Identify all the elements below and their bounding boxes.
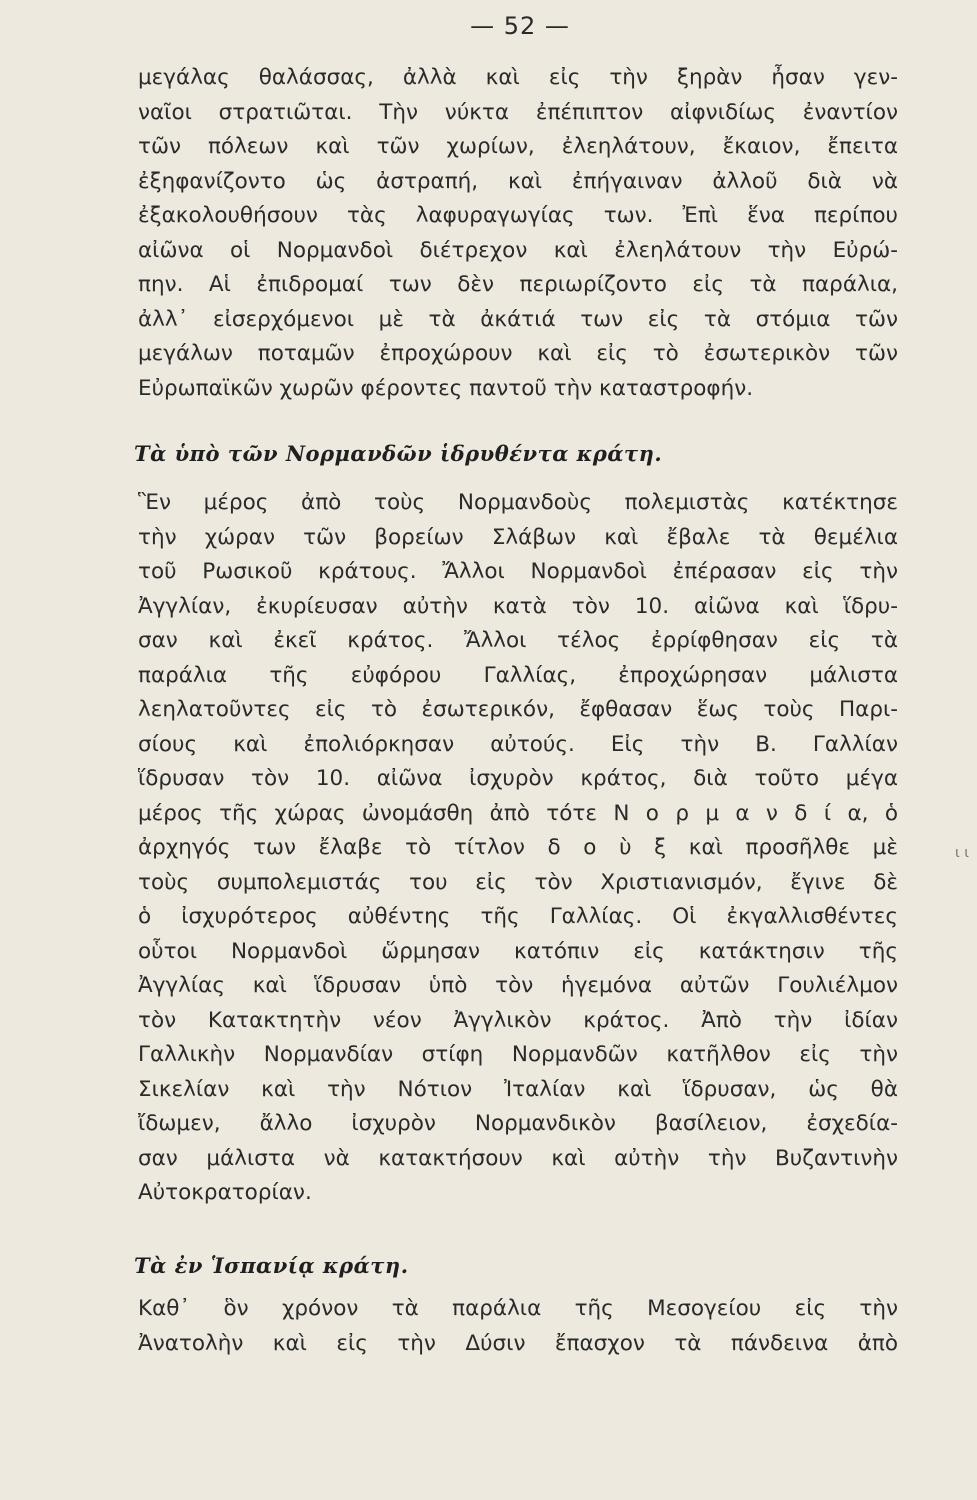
text-line: Ἓν μέρος ἀπὸ τοὺς Νορμανδοὺς πολεμιστὰς κατέκτησε	[138, 490, 898, 515]
text-line: ἵδρυσαν τὸν 10. αἰῶνα ἰσχυρὸν κράτος, διὰ τοῦτο μέγα	[138, 766, 898, 791]
text-line: λεηλατοῦντες εἰς τὸ ἐσωτερικόν, ἔφθασαν ἕως τοὺς Παρι-	[138, 697, 898, 722]
text-line: Ἀγγλίας καὶ ἵδρυσαν ὑπὸ τὸν ἡγεμόνα αὐτῶν Γουλιέλμον	[138, 973, 898, 998]
text-line: τὴν χώραν τῶν βορείων Σλάβων καὶ ἔβαλε τὰ θεμέλια	[138, 524, 898, 550]
text-line: πην. Αἱ ἐπιδρομαί των δὲν περιωρίζοντο εἰς τὰ παράλια,	[138, 272, 898, 297]
text-line: ἐξηφανίζοντο ὡς ἀστραπή, καὶ ἐπήγαιναν ἀλλοῦ διὰ νὰ	[138, 168, 898, 194]
text-line: ἀρχηγός των ἔλαβε τὸ τίτλον δ ο ὺ ξ καὶ προσῆλθε μὲ	[138, 835, 898, 860]
text-line: σαν μάλιστα νὰ κατακτήσουν καὶ αὐτὴν τὴν Βυζαντινὴν	[138, 1145, 898, 1171]
text-line: τοῦ Ρωσικοῦ κράτους. Ἄλλοι Νορμανδοὶ ἐπέρασαν εἰς τὴν	[138, 559, 898, 584]
text-line: τοὺς συμπολεμιστάς του εἰς τὸν Χριστιανισμόν, ἔγινε δὲ	[138, 869, 898, 895]
text-line: Αὐτοκρατορίαν.	[138, 1180, 312, 1205]
text-line: Σικελίαν καὶ τὴν Νότιον Ἰταλίαν καὶ ἵδρυσαν, ὡς θὰ	[138, 1076, 898, 1102]
section-2-body	[138, 1292, 898, 1361]
section-heading-normans: Τὰ ὑπὸ τῶν Νορμανδῶν ἱδρυθέντα κράτη.	[134, 441, 663, 466]
text-line: Ἀγγλίαν, ἐκυρίευσαν αὐτὴν κατὰ τὸν 10. αἰῶνα καὶ ἵδρυ-	[138, 593, 898, 619]
text-line: ἀλλ᾽ εἰσερχόμενοι μὲ τὰ ἀκάτιά των εἰς τὰ στόμια τῶν	[138, 306, 898, 332]
section-heading-spain: Τὰ ἐν Ἱσπανίᾳ κράτη.	[134, 1253, 409, 1278]
paragraph-1	[138, 61, 898, 406]
text-line: τῶν πόλεων καὶ τῶν χωρίων, ἐλεηλάτουν, ἔκαιον, ἔπειτα	[138, 134, 898, 159]
text-line: μέρος τῆς χώρας ὠνομάσθη ἀπὸ τότε Ν ο ρ μ α ν δ ί α, ὁ	[138, 800, 898, 826]
text-line: τὸν Κατακτητὴν νέον Ἀγγλικὸν κράτος. Ἀπὸ τὴν ἰδίαν	[138, 1007, 898, 1033]
text-line: σαν καὶ ἐκεῖ κράτος. Ἄλλοι τέλος ἐρρίφθησαν εἰς τὰ	[138, 628, 898, 653]
text-line: οὗτοι Νορμανδοὶ ὥρμησαν κατόπιν εἰς κατάκτησιν τῆς	[138, 938, 898, 964]
section-1-body	[138, 486, 898, 1211]
text-line: μεγάλων ποταμῶν ἐπροχώρουν καὶ εἰς τὸ ἐσωτερικὸν τῶν	[138, 341, 898, 366]
text-line: ὁ ἰσχυρότερος αὐθέντης τῆς Γαλλίας. Οἱ ἐκγαλλισθέντες	[138, 904, 898, 929]
text-line: ἐξακολουθήσουν τὰς λαφυραγωγίας των. Ἐπὶ ἕνα περίπου	[138, 203, 898, 228]
text-line: παράλια τῆς εὐφόρου Γαλλίας, ἐπροχώρησαν μάλιστα	[138, 662, 898, 688]
text-line: ναῖοι στρατιῶται. Τὴν νύκτα ἐπέπιπτον αἰφνιδίως ἐναντίον	[138, 99, 898, 125]
margin-mark: ι ι	[955, 845, 969, 861]
page-number: — 52 —	[470, 12, 570, 40]
text-line: αἰῶνα οἱ Νορμανδοὶ διέτρεχον καὶ ἐλεηλάτουν τὴν Εὐρώ-	[138, 237, 898, 263]
text-line: Ἀνατολὴν καὶ εἰς τὴν Δύσιν ἔπασχον τὰ πάνδεινα ἀπὸ	[138, 1330, 898, 1356]
text-line: Καθ᾽ ὃν χρόνον τὰ παράλια τῆς Μεσογείου εἰς τὴν	[138, 1296, 898, 1321]
text-line: μεγάλας θαλάσσας, ἀλλὰ καὶ εἰς τὴν ξηρὰν ἦσαν γεν-	[138, 65, 898, 90]
text-line: Γαλλικὴν Νορμανδίαν στίφη Νορμανδῶν κατῆλθον εἰς τὴν	[138, 1042, 898, 1067]
text-line: σίους καὶ ἐπολιόρκησαν αὐτούς. Εἰς τὴν Β. Γαλλίαν	[138, 731, 898, 757]
text-line: ἴδωμεν, ἄλλο ἰσχυρὸν Νορμανδικὸν βασίλειον, ἐσχεδία-	[138, 1111, 898, 1136]
text-line: Εὐρωπαϊκῶν χωρῶν φέροντες παντοῦ τὴν καταστροφήν.	[138, 375, 754, 401]
